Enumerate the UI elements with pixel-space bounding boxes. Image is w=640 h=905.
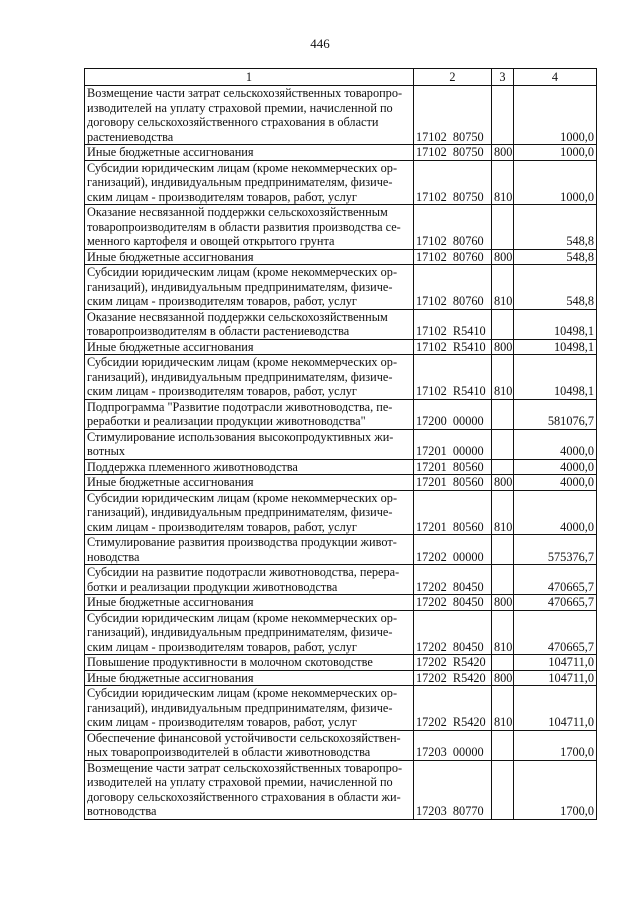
row-expense-type (492, 309, 514, 339)
row-amount: 4000,0 (514, 429, 597, 459)
row-code: 17203 00000 (414, 730, 492, 760)
table-row (85, 565, 597, 595)
row-code: 17202 80450 (414, 610, 492, 655)
row-amount: 1000,0 (514, 145, 597, 161)
row-description: Оказание несвязанной поддержки сельскохозяйственным товаропроизводителям в области растениеводства (85, 309, 414, 339)
row-amount: 548,8 (514, 205, 597, 250)
table-row (85, 610, 597, 655)
row-code: 17102 80760 (414, 265, 492, 310)
row-code: 17102 R5410 (414, 309, 492, 339)
row-amount: 10498,1 (514, 339, 597, 355)
table-row (85, 86, 597, 145)
row-expense-type: 800 (492, 670, 514, 686)
row-description: Повышение продуктивности в молочном скотоводстве (85, 655, 414, 671)
row-description: Субсидии на развитие подотрасли животноводства, перера-ботки и реализации продукции животноводства (85, 565, 414, 595)
row-description: Субсидии юридическим лицам (кроме некоммерческих ор-ганизаций), индивидуальным предпринимателям, физиче-ским лицам - производителям товаров, работ, услуг (85, 686, 414, 731)
table-row (85, 265, 597, 310)
row-description: Стимулирование развития производства продукции живот-новодства (85, 535, 414, 565)
table-row (85, 595, 597, 611)
row-expense-type: 800 (492, 595, 514, 611)
header-col-3: 3 (492, 69, 514, 86)
row-expense-type: 800 (492, 145, 514, 161)
row-code: 17102 R5410 (414, 355, 492, 400)
row-amount: 10498,1 (514, 309, 597, 339)
table-row (85, 429, 597, 459)
row-description: Субсидии юридическим лицам (кроме некоммерческих ор-ганизаций), индивидуальным предпринимателям, физиче-ским лицам - производителям товаров, работ, услуг (85, 160, 414, 205)
table-row (85, 399, 597, 429)
row-amount: 4000,0 (514, 459, 597, 475)
row-amount: 470665,7 (514, 610, 597, 655)
row-amount: 10498,1 (514, 355, 597, 400)
row-code: 17202 R5420 (414, 686, 492, 731)
row-description: Возмещение части затрат сельскохозяйственных товаропро-изводителей на уплату страховой премии, начисленной по договору сельскохозяйственного страхования в области жи-вотноводства (85, 760, 414, 819)
row-expense-type: 810 (492, 160, 514, 205)
row-expense-type (492, 429, 514, 459)
row-code: 17202 80450 (414, 565, 492, 595)
row-code: 17102 80760 (414, 205, 492, 250)
table-row (85, 490, 597, 535)
row-expense-type: 810 (492, 355, 514, 400)
row-description: Оказание несвязанной поддержки сельскохозяйственным товаропроизводителям в области развития производства се-менного картофеля и овощей открытого грунта (85, 205, 414, 250)
header-row (85, 69, 597, 86)
row-expense-type (492, 655, 514, 671)
row-code: 17102 80750 (414, 160, 492, 205)
table-row (85, 670, 597, 686)
row-amount: 4000,0 (514, 490, 597, 535)
row-description: Субсидии юридическим лицам (кроме некоммерческих ор-ганизаций), индивидуальным предпринимателям, физиче-ским лицам - производителям товаров, работ, услуг (85, 265, 414, 310)
row-code: 17201 80560 (414, 459, 492, 475)
row-description: Субсидии юридическим лицам (кроме некоммерческих ор-ганизаций), индивидуальным предпринимателям, физиче-ским лицам - производителям товаров, работ, услуг (85, 355, 414, 400)
header-col-4: 4 (514, 69, 597, 86)
row-description: Иные бюджетные ассигнования (85, 339, 414, 355)
row-expense-type: 810 (492, 490, 514, 535)
table-row (85, 535, 597, 565)
table-row (85, 475, 597, 491)
row-description: Подпрограмма "Развитие подотрасли животноводства, пе-реработки и реализации продукции животноводства" (85, 399, 414, 429)
table-row (85, 249, 597, 265)
table-row (85, 205, 597, 250)
row-code: 17102 R5410 (414, 339, 492, 355)
table-row (85, 309, 597, 339)
row-expense-type (492, 565, 514, 595)
row-expense-type: 800 (492, 475, 514, 491)
table-row (85, 655, 597, 671)
row-amount: 470665,7 (514, 565, 597, 595)
header-col-1: 1 (85, 69, 414, 86)
table-row (85, 760, 597, 819)
row-code: 17102 80750 (414, 86, 492, 145)
row-expense-type: 800 (492, 339, 514, 355)
row-amount: 104711,0 (514, 686, 597, 731)
row-description: Иные бюджетные ассигнования (85, 670, 414, 686)
row-amount: 548,8 (514, 265, 597, 310)
row-code: 17201 80560 (414, 490, 492, 535)
row-expense-type (492, 459, 514, 475)
row-amount: 1700,0 (514, 730, 597, 760)
row-expense-type: 810 (492, 686, 514, 731)
row-expense-type (492, 399, 514, 429)
table-row (85, 160, 597, 205)
table-row (85, 730, 597, 760)
row-code: 17102 80750 (414, 145, 492, 161)
row-amount: 104711,0 (514, 670, 597, 686)
row-code: 17200 00000 (414, 399, 492, 429)
row-description: Субсидии юридическим лицам (кроме некоммерческих ор-ганизаций), индивидуальным предпринимателям, физиче-ским лицам - производителям товаров, работ, услуг (85, 610, 414, 655)
row-description: Иные бюджетные ассигнования (85, 249, 414, 265)
row-code: 17202 R5420 (414, 670, 492, 686)
row-expense-type: 810 (492, 265, 514, 310)
table-row (85, 355, 597, 400)
row-code: 17202 00000 (414, 535, 492, 565)
row-amount: 581076,7 (514, 399, 597, 429)
row-expense-type: 800 (492, 249, 514, 265)
table-row (85, 145, 597, 161)
row-amount: 470665,7 (514, 595, 597, 611)
row-code: 17203 80770 (414, 760, 492, 819)
table-row (85, 686, 597, 731)
row-expense-type (492, 86, 514, 145)
row-description: Поддержка племенного животноводства (85, 459, 414, 475)
row-description: Стимулирование использования высокопродуктивных жи-вотных (85, 429, 414, 459)
row-amount: 104711,0 (514, 655, 597, 671)
row-code: 17201 80560 (414, 475, 492, 491)
row-description: Иные бюджетные ассигнования (85, 145, 414, 161)
row-code: 17202 80450 (414, 595, 492, 611)
row-code: 17102 80760 (414, 249, 492, 265)
row-expense-type (492, 535, 514, 565)
row-description: Возмещение части затрат сельскохозяйственных товаропро-изводителей на уплату страховой премии, начисленной по договору сельскохозяйственного страхования в области растениеводства (85, 86, 414, 145)
row-amount: 548,8 (514, 249, 597, 265)
row-amount: 4000,0 (514, 475, 597, 491)
row-description: Иные бюджетные ассигнования (85, 595, 414, 611)
row-expense-type (492, 205, 514, 250)
table-row (85, 459, 597, 475)
budget-table-body (85, 69, 597, 820)
row-code: 17201 00000 (414, 429, 492, 459)
row-description: Обеспечение финансовой устойчивости сельскохозяйствен-ных товаропроизводителей в области животноводства (85, 730, 414, 760)
header-col-2: 2 (414, 69, 492, 86)
row-description: Иные бюджетные ассигнования (85, 475, 414, 491)
row-amount: 1000,0 (514, 86, 597, 145)
row-amount: 1700,0 (514, 760, 597, 819)
row-expense-type: 810 (492, 610, 514, 655)
row-amount: 1000,0 (514, 160, 597, 205)
page-number: 446 (310, 36, 330, 51)
budget-table (84, 68, 597, 820)
table-row (85, 339, 597, 355)
row-description: Субсидии юридическим лицам (кроме некоммерческих ор-ганизаций), индивидуальным предпринимателям, физиче-ским лицам - производителям товаров, работ, услуг (85, 490, 414, 535)
row-expense-type (492, 730, 514, 760)
row-amount: 575376,7 (514, 535, 597, 565)
row-expense-type (492, 760, 514, 819)
row-code: 17202 R5420 (414, 655, 492, 671)
